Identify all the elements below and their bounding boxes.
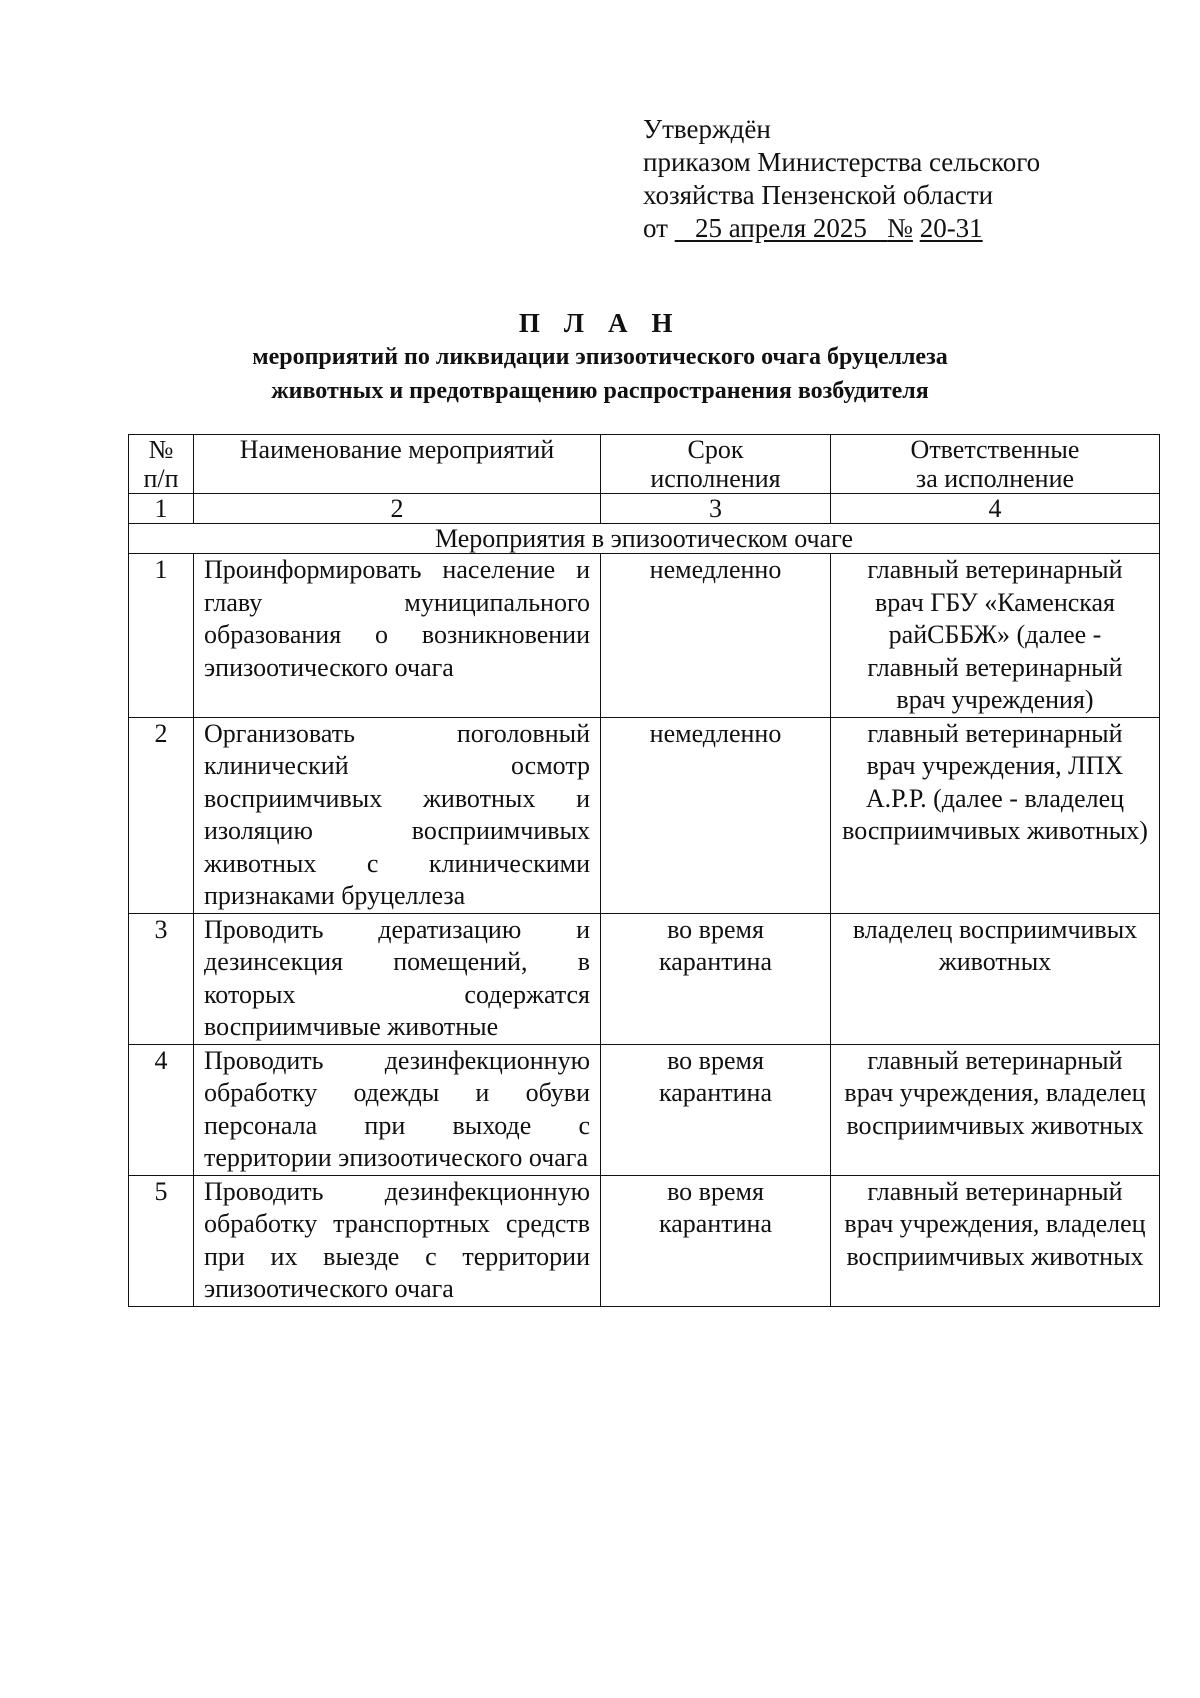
row-deadline: немедленно xyxy=(601,554,831,718)
column-number: 1 xyxy=(129,494,194,524)
row-action: Проводить дератизацию и дезинсекция помещений, в которых содержатся восприимчивые животные xyxy=(194,913,601,1044)
header-action-line1: Наименование мероприятий xyxy=(239,435,555,464)
header-number-line1: № xyxy=(148,435,174,464)
approval-line-order: приказом Министерства сельского xyxy=(643,147,1041,177)
header-responsible xyxy=(831,435,1160,494)
row-number: 2 xyxy=(129,717,194,913)
header-action xyxy=(194,435,601,494)
row-action: Организовать поголовный клинический осмотр восприимчивых животных и изоляцию восприимчивых животных с клиническими признаками бруцеллеза xyxy=(194,717,601,913)
section-title: Мероприятия в эпизоотическом очаге xyxy=(129,524,1160,554)
row-responsible: главный ветеринарный врач учреждения, владелец восприимчивых животных xyxy=(831,1044,1160,1175)
row-deadline: немедленно xyxy=(601,717,831,913)
row-deadline: во время карантина xyxy=(601,1175,831,1306)
number-prefix: № xyxy=(887,213,913,243)
header-responsible-line2: за исполнение xyxy=(915,464,1075,493)
plan-table xyxy=(128,434,1160,1307)
title-subtitle-line-2: животных и предотвращению распространения возбудителя xyxy=(271,378,929,404)
approval-line-date xyxy=(643,212,1040,245)
column-number-row xyxy=(129,494,1160,524)
table-row xyxy=(129,1175,1160,1306)
approval-line-approved: Утверждён xyxy=(643,114,771,144)
section-row xyxy=(129,524,1160,554)
table-row xyxy=(129,717,1160,913)
title-subtitle-line-1: мероприятий по ликвидации эпизоотического очага бруцеллеза xyxy=(252,344,948,370)
table-header-row xyxy=(129,435,1160,494)
approval-number: 20-31 xyxy=(919,213,983,243)
row-action: Проводить дезинфекционную обработку одежды и обуви персонала при выходе с территории эпизоотического очага xyxy=(194,1044,601,1175)
row-deadline: во время карантина xyxy=(601,1044,831,1175)
approval-date: 25 апреля 2025 xyxy=(674,213,888,243)
row-responsible: владелец восприимчивых животных xyxy=(831,913,1160,1044)
row-responsible: главный ветеринарный врач учреждения, ЛПХ А.Р.Р. (далее - владелец восприимчивых животных) xyxy=(831,717,1160,913)
approval-line-ministry: хозяйства Пензенской области xyxy=(643,180,994,210)
header-deadline-line1: Срок xyxy=(687,435,744,464)
header-responsible-line1: Ответственные xyxy=(910,435,1080,464)
header-deadline xyxy=(601,435,831,494)
document-title xyxy=(0,306,1200,408)
row-number: 3 xyxy=(129,913,194,1044)
column-number: 4 xyxy=(831,494,1160,524)
row-number: 5 xyxy=(129,1175,194,1306)
column-number: 3 xyxy=(601,494,831,524)
header-number-line2: п/п xyxy=(143,464,179,493)
row-responsible: главный ветеринарный врач учреждения, владелец восприимчивых животных xyxy=(831,1175,1160,1306)
row-action: Проводить дезинфекционную обработку транспортных средств при их выезде с территории эпизоотического очага xyxy=(194,1175,601,1306)
row-number: 1 xyxy=(129,554,194,718)
row-deadline: во время карантина xyxy=(601,913,831,1044)
date-prefix: от xyxy=(643,213,668,243)
title-heading: П Л А Н xyxy=(518,308,682,338)
approval-stamp xyxy=(643,113,1040,245)
row-number: 4 xyxy=(129,1044,194,1175)
table-row xyxy=(129,1044,1160,1175)
row-responsible: главный ветеринарный врач ГБУ «Каменская райСББЖ» (далее - главный ветеринарный врач учреждения) xyxy=(831,554,1160,718)
table-row xyxy=(129,554,1160,718)
table-row xyxy=(129,913,1160,1044)
row-action: Проинформировать население и главу муниципального образования о возникновении эпизоотического очага xyxy=(194,554,601,718)
header-number xyxy=(129,435,194,494)
header-deadline-line2: исполнения xyxy=(650,464,781,493)
column-number: 2 xyxy=(194,494,601,524)
